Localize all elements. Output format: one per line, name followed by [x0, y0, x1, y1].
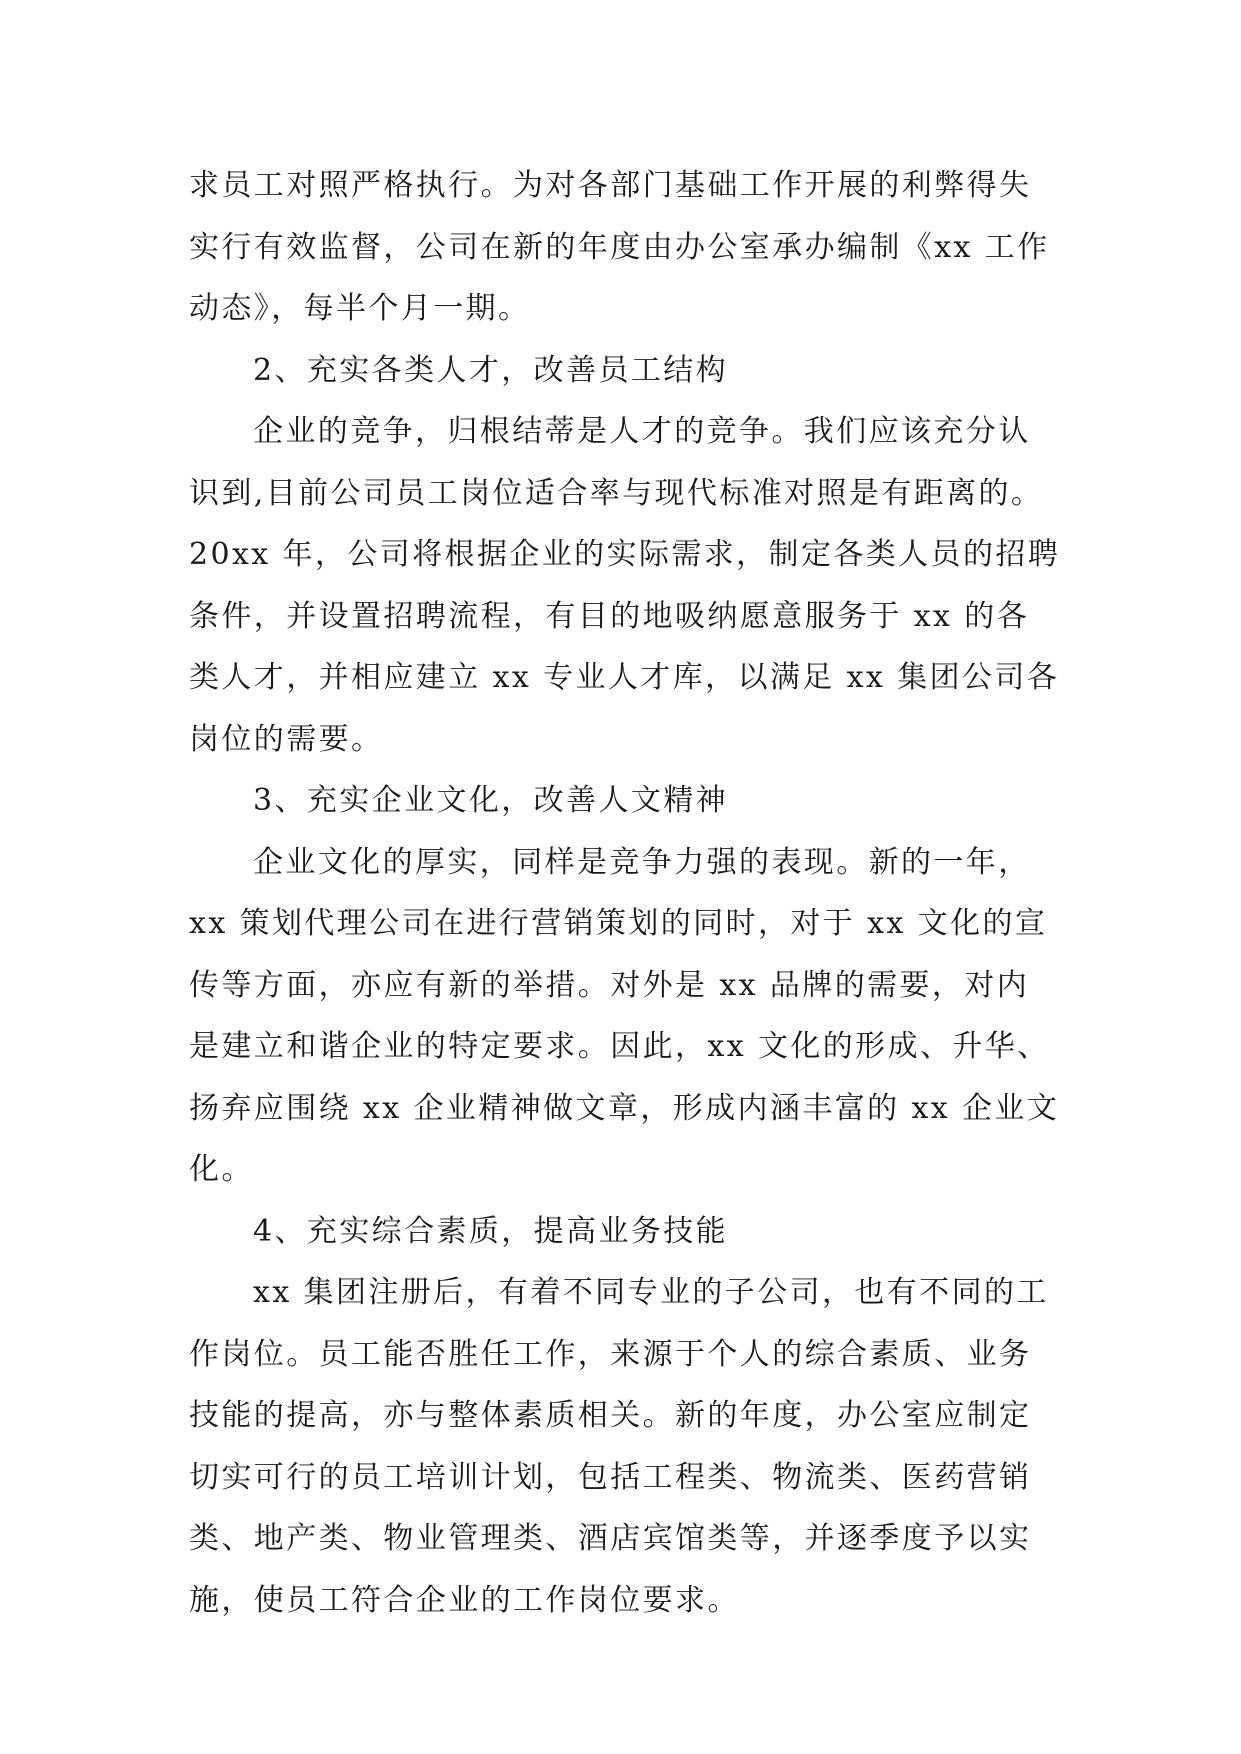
text-line: 岗位的需要。	[189, 721, 384, 757]
text-line: 是建立和谐企业的特定要求。因此，xx 文化的形成、升华、	[189, 1029, 1050, 1064]
document-page	[189, 155, 1061, 1631]
paragraph-first-line: xx 集团注册后，有着不同专业的子公司，也有不同的工	[253, 1275, 1049, 1310]
paragraph-first-line: 企业文化的厚实，同样是竞争力强的表现。新的一年，	[253, 844, 1031, 880]
text-line: 扬弃应围绕 xx 企业精神做文章，形成内涵丰富的 xx 企业文	[189, 1090, 1060, 1126]
text-line: 化。	[189, 1152, 254, 1187]
text-line: 传等方面，亦应有新的举措。对外是 xx 品牌的需要，对内	[189, 967, 1030, 1003]
text-line: 施，使员工符合企业的工作岗位要求。	[189, 1582, 740, 1618]
section-heading: 2、充实各类人才，改善员工结构	[253, 352, 729, 388]
text-line: 切实可行的员工培训计划，包括工程类、物流类、医药营销	[189, 1459, 1032, 1495]
text-line: 技能的提高，亦与整体素质相关。新的年度，办公室应制定	[189, 1398, 1032, 1433]
text-line: 识到,目前公司员工岗位适合率与现代标准对照是有距离的。	[189, 475, 1044, 511]
text-line: 作岗位。员工能否胜任工作，来源于个人的综合素质、业务	[189, 1336, 1032, 1372]
paragraph-first-line: 企业的竞争，归根结蒂是人才的竞争。我们应该充分认	[253, 414, 1031, 449]
section-heading: 4、充实综合素质，提高业务技能	[253, 1213, 729, 1249]
text-line: 类、地产类、物业管理类、酒店宾馆类等，并逐季度予以实	[189, 1521, 1032, 1556]
text-line: 实行有效监督，公司在新的年度由办公室承办编制《xx 工作	[189, 229, 1050, 265]
text-line: 条件，并设置招聘流程，有目的地吸纳愿意服务于 xx 的各	[189, 598, 1030, 634]
text-line: 类人才，并相应建立 xx 专业人才库，以满足 xx 集团公司各	[189, 660, 1060, 695]
text-line: 20xx 年，公司将根据企业的实际需求，制定各类人员的招聘	[189, 537, 1061, 572]
text-line: 求员工对照严格执行。为对各部门基础工作开展的利弊得失	[189, 168, 1032, 203]
section-heading: 3、充实企业文化，改善人文精神	[253, 783, 729, 818]
text-line: 动态》，每半个月一期。	[189, 291, 531, 326]
text-line: xx 策划代理公司在进行营销策划的同时，对于 xx 文化的宣	[189, 906, 1048, 941]
